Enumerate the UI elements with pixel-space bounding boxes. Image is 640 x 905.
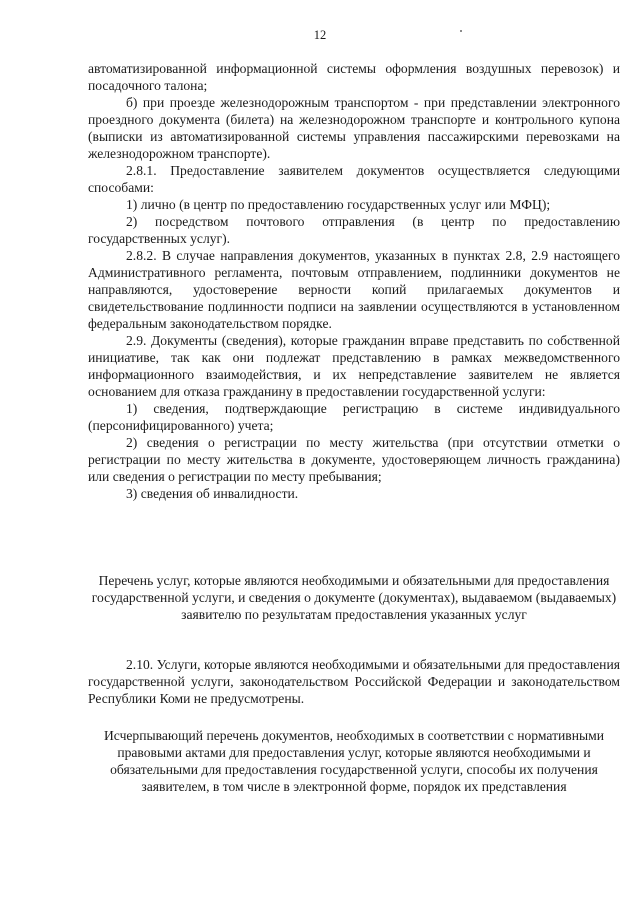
paragraph: 2.8.1. Предоставление заявителем документов осуществляется следующими способами: [88, 163, 620, 195]
list-item: 1) лично (в центр по предоставлению государственных услуг или МФЦ); [126, 197, 551, 212]
list-item: 3) сведения об инвалидности. [126, 486, 299, 501]
list-item: 2) сведения о регистрации по месту жительства (при отсутствии отметки о регистрации по месту жительства в документе, удостоверяющем личность гражданина) или сведения о регистрации по месту пребывания; [88, 435, 620, 484]
list-item: 2) посредством почтового отправления (в центр по предоставлению государственных услуг). [88, 214, 620, 246]
list-item: 1) сведения, подтверждающие регистрацию в системе индивидуального (персонифицированного) учета; [88, 401, 620, 433]
paragraph: автоматизированной информационной системы оформления воздушных перевозок) и посадочного талона; [88, 61, 620, 93]
paragraph: 2.10. Услуги, которые являются необходимыми и обязательными для предоставления государственной услуги, законодательством Российской Федерации и законодательством Республики Коми не предусмотрены. [88, 657, 620, 706]
paragraph: 2.9. Документы (сведения), которые гражданин вправе представить по собственной инициативе, так как они подлежат представлению в рамках межведомственного информационного взаимодействия, и их непредставление заявителем не является основанием для отказа гражданину в предоставлении государственной услуги: [88, 333, 620, 399]
paragraph: б) при проезде железнодорожным транспортом - при представлении электронного проездного документа (билета) на железнодорожном транспорте и контрольного купона (выписки из автоматизированной системы управления пассажирскими перевозками на железнодорожном транспорте). [88, 95, 620, 161]
paragraph: 2.8.2. В случае направления документов, указанных в пунктах 2.8, 2.9 настоящего Административного регламента, почтовым отправлением, подлинники документов не направляются, удостоверение верности копий прилагаемых документов и свидетельствование подлинности подписи на заявлении осуществляются в установленном федеральным законодательством порядке. [88, 248, 620, 331]
page-number: 12 [313, 28, 327, 42]
section-heading: Исчерпывающий перечень документов, необходимых в соответствии с нормативными правовыми актами для предоставления услуг, которые являются необходимыми и обязательными для предоставления государственной услуги, способы их получения заявителем, в том числе в электронной форме, порядок их представления [103, 728, 604, 794]
section-heading: Перечень услуг, которые являются необходимыми и обязательными для предоставления государственной услуги, и сведения о документе (документах), выдаваемом (выдаваемых) заявителю по результатам предоставления указанных услуг [91, 573, 617, 622]
body-text [88, 60, 620, 502]
scan-speck [460, 30, 462, 32]
